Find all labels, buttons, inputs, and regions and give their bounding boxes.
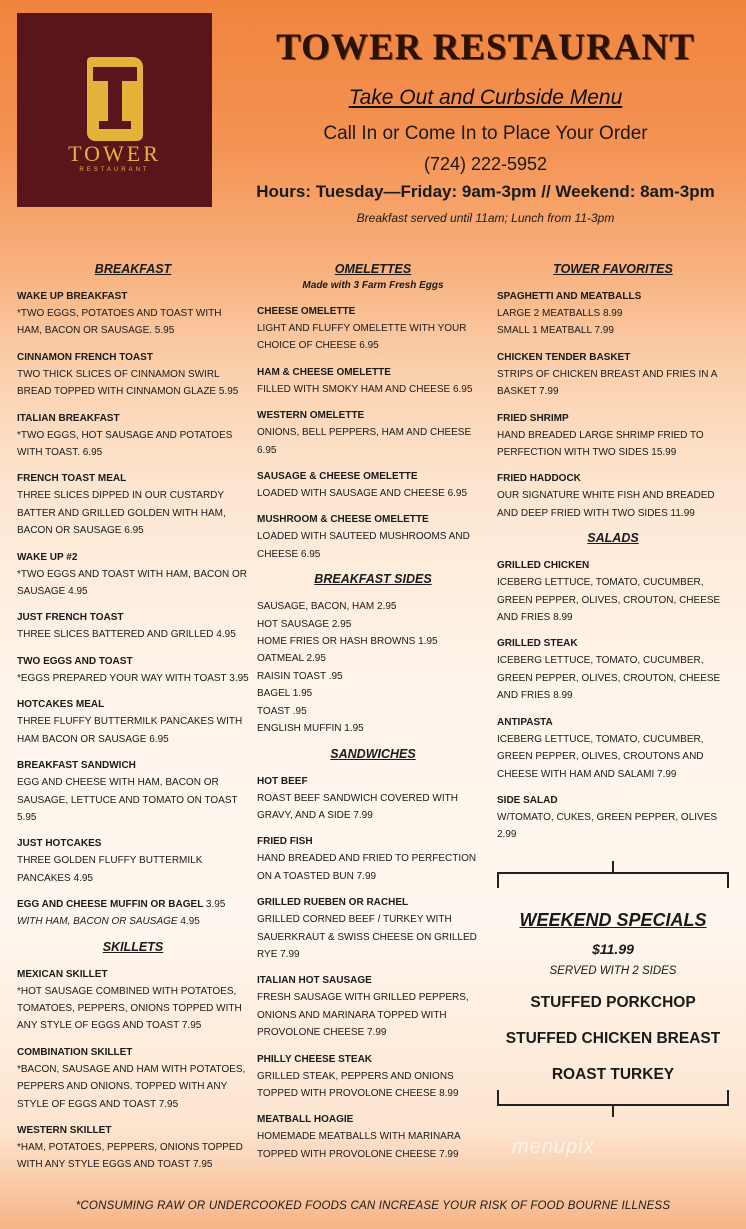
item-desc: HOMEMADE MEATBALLS WITH MARINARA TOPPED WITH PROVOLONE CHEESE 7.99 [257,1131,461,1160]
side-item: RAISIN TOAST .95 [257,670,343,682]
menu-item [257,1051,489,1103]
item-desc: *EGGS PREPARED YOUR WAY WITH TOAST 3.95 [17,672,249,684]
menu-item [17,288,249,340]
menu-item [497,792,729,844]
item-name: GRILLED STEAK [497,638,578,650]
health-warning: *CONSUMING RAW OR UNDERCOOKED FOODS CAN INCREASE YOUR RISK OF FOOD BOURNE ILLNESS [75,1200,671,1212]
side-item: TOAST .95 [257,705,307,717]
restaurant-logo [17,13,212,207]
item-name: SIDE SALAD [497,794,558,806]
item-name: CINNAMON FRENCH TOAST [17,351,153,363]
menu-item [17,696,249,748]
item-name: MUSHROOM & CHEESE OMELETTE [257,514,429,526]
omelettes-subtitle: Made with 3 Farm Fresh Eggs [302,280,444,291]
item-desc: *TWO EGGS, HOT SAUSAGE AND POTATOES WITH TOAST. 6.95 [17,429,233,459]
menu-item [257,511,489,563]
call-in-text: Call In or Come In to Place Your Order [323,123,648,144]
menu-type: Take Out and Curbside Menu [348,86,623,109]
menu-item [257,1111,489,1163]
menu-item [497,410,729,462]
item-name: SAUSAGE & CHEESE OMELETTE [257,471,418,483]
item-desc: LARGE 2 MEATBALLS 8.99 [497,308,623,319]
item-desc: *HOT SAUSAGE COMBINED WITH POTATOES, TOMATOES, PEPPERS, ONIONS TOPPED WITH ANY STYLE OF EGGS AND TOAST 7.95 [17,985,242,1032]
item-name: TWO EGGS AND TOAST [17,655,133,667]
menu-item [257,407,489,459]
item-name: HOT BEEF [257,775,308,787]
menu-item [17,470,249,539]
menu-item [17,653,249,687]
side-item: HOME FRIES OR HASH BROWNS 1.95 [257,636,438,648]
item-name: MEXICAN SKILLET [17,968,108,980]
muffin-extra-price: 4.95 [180,916,200,928]
item-name: GRILLED CHICKEN [497,560,590,572]
section-title-omelettes: OMELETTES [334,262,412,276]
item-desc: ICEBERG LETTUCE, TOMATO, CUCUMBER, GREEN PEPPER, OLIVES, CROUTON, CHEESE AND FRIES 8.99 [497,655,721,702]
item-name: FRIED HADDOCK [497,473,581,485]
item-desc: *TWO EGGS, POTATOES AND TOAST WITH HAM, BACON OR SAUSAGE. 5.95 [17,308,222,337]
item-desc: LIGHT AND FLUFFY OMELETTE WITH YOUR CHOICE OF CHEESE 6.95 [257,323,467,352]
tower-t-icon [87,57,143,141]
side-item: HOT SAUSAGE 2.95 [257,618,352,630]
item-name: CHICKEN TENDER BASKET [497,351,631,363]
item-desc: FILLED WITH SMOKY HAM AND CHEESE 6.95 [257,383,473,395]
menu-item [497,557,729,626]
menu-item [497,349,729,401]
item-desc: ICEBERG LETTUCE, TOMATO, CUCUMBER, GREEN PEPPER, OLIVES, CROUTONS AND CHEESE WITH HAM AND SALAMI 7.99 [497,733,704,780]
item-desc: GRILLED CORNED BEEF / TURKEY WITH SAUERKRAUT & SWISS CHEESE ON GRILLED RYE 7.99 [257,914,477,960]
item-name: HAM & CHEESE OMELETTE [257,366,391,378]
item-desc: STRIPS OF CHICKEN BREAST AND FRIES IN A BASKET 7.99 [497,368,717,398]
item-desc: THREE SLICES BATTERED AND GRILLED 4.95 [17,629,236,641]
restaurant-title: TOWER RESTAURANT [276,27,695,68]
side-item: OATMEAL 2.95 [257,653,326,665]
section-title-breakfast-sides: BREAKFAST SIDES [314,572,432,587]
item-name: WESTERN OMELETTE [257,410,365,422]
item-name: PHILLY CHEESE STEAK [257,1053,373,1065]
muffin-price: 3.95 [205,899,226,911]
item-desc: *BACON, SAUSAGE AND HAM WITH POTATOES, PEPPERS AND ONIONS. TOPPED WITH ANY STYLE OF EGGS AND TOAST 7.95 [17,1063,246,1110]
item-desc: OUR SIGNATURE WHITE FISH AND BREADED AND DEEP FRIED WITH TWO SIDES 11.99 [497,490,715,519]
item-desc: GRILLED STEAK, PEPPERS AND ONIONS TOPPED WITH PROVOLONE CHEESE 8.99 [257,1070,459,1099]
menu-item [17,1044,249,1113]
weekend-specials-title: WEEKEND SPECIALS [519,910,707,930]
item-name: FRIED FISH [257,836,313,848]
item-name: WESTERN SKILLET [17,1124,112,1136]
item-name [17,896,249,913]
item-desc [17,913,249,930]
muffin-extra: WITH HAM, BACON OR SAUSAGE [17,916,178,928]
menu-item [17,410,249,462]
menu-item [17,757,249,826]
item-name: FRIED SHRIMP [497,412,569,424]
item-name: BREAKFAST SANDWICH [17,760,136,772]
item-desc: FRESH SAUSAGE WITH GRILLED PEPPERS, ONIONS AND MARINARA TOPPED WITH PROVOLONE CHEESE 7.99 [257,992,469,1039]
section-title-sandwiches: SANDWICHES [330,746,416,761]
item-name: FRENCH TOAST MEAL [17,473,127,485]
menu-item [257,468,489,502]
menu-item [17,609,249,643]
item-name: HOTCAKES MEAL [17,699,105,711]
menu-item [257,303,489,355]
phone-number: (724) 222-5952 [423,154,548,174]
sides-list [257,598,489,737]
item-name: JUST HOTCAKES [17,838,102,850]
column-left [17,256,249,1183]
item-desc: HAND BREADED AND FRIED TO PERFECTION ON A TOASTED BUN 7.99 [257,853,477,882]
side-item: ENGLISH MUFFIN 1.95 [257,723,364,735]
menu-item-muffin [17,896,249,930]
weekend-item: STUFFED CHICKEN BREAST [505,1030,721,1047]
item-desc: W/TOMATO, CUKES, GREEN PEPPER, OLIVES 2.99 [497,811,718,841]
item-name: WAKE UP #2 [17,551,78,563]
item-desc: *HAM, POTATOES, PEPPERS, ONIONS TOPPED WITH ANY STYLE EGGS AND TOAST 7.95 [17,1141,243,1171]
item-name: GRILLED RUEBEN OR RACHEL [257,897,409,909]
weekend-item: ROAST TURKEY [551,1066,675,1083]
menu-item [497,714,729,783]
item-desc: HAND BREADED LARGE SHRIMP FRIED TO PERFECTION WITH TWO SIDES 15.99 [497,429,704,459]
item-name: WAKE UP BREAKFAST [17,291,128,302]
section-title-tower-favorites: TOWER FAVORITES [553,262,673,276]
item-desc: THREE SLICES DIPPED IN OUR CUSTARDY BATTER AND GRILLED GOLDEN WITH HAM, BACON OR SAUSAGE 6.95 [17,490,226,537]
weekend-served: SERVED WITH 2 SIDES [549,965,677,977]
item-name: MEATBALL HOAGIE [257,1114,354,1126]
hours: Hours: Tuesday—Friday: 9am-3pm // Weekend: 8am-3pm [256,182,715,201]
item-name: ITALIAN BREAKFAST [17,412,120,424]
column-middle [257,256,489,1172]
menu-item [257,773,489,825]
menu-item [497,288,729,340]
menu-item [257,972,489,1041]
item-desc: TWO THICK SLICES OF CINNAMON SWIRL BREAD TOPPED WITH CINNAMON GLAZE 5.95 [17,368,239,398]
watermark: menupix [512,1136,595,1158]
logo-name: TOWER [68,141,161,166]
menu-item [17,966,249,1035]
column-right [497,256,729,853]
item-name: CHEESE OMELETTE [257,306,356,317]
item-desc: THREE GOLDEN FLUFFY BUTTERMILK PANCAKES 4.95 [17,855,203,884]
item-name: ITALIAN HOT SAUSAGE [257,975,372,987]
item-name: COMBINATION SKILLET [17,1046,133,1058]
specials-bracket-top [497,872,729,888]
menu-item [17,1122,249,1174]
item-desc: ONIONS, BELL PEPPERS, HAM AND CHEESE 6.95 [257,427,472,456]
specials-bracket-bottom [497,1090,729,1106]
menu-item [17,835,249,887]
weekend-price: $11.99 [592,941,634,957]
item-desc: THREE FLUFFY BUTTERMILK PANCAKES WITH HAM BACON OR SAUSAGE 6.95 [17,716,243,745]
item-desc-2: SMALL 1 MEATBALL 7.99 [497,325,614,337]
side-item: BAGEL 1.95 [257,688,313,700]
menu-item [257,894,489,963]
menu-item [257,833,489,885]
item-desc: ROAST BEEF SANDWICH COVERED WITH GRAVY, AND A SIDE 7.99 [257,792,458,821]
section-title-breakfast: BREAKFAST [94,262,172,276]
item-desc: EGG AND CHEESE WITH HAM, BACON OR SAUSAGE, LETTUCE AND TOMATO ON TOAST 5.95 [17,777,238,823]
muffin-name: EGG AND CHEESE MUFFIN OR BAGEL [17,899,204,911]
item-desc: *TWO EGGS AND TOAST WITH HAM, BACON OR SAUSAGE 4.95 [17,568,248,598]
logo-subtitle: RESTAURANT [79,167,150,173]
menu-item [497,470,729,522]
item-name: SPAGHETTI AND MEATBALLS [497,291,642,302]
menu-item [17,549,249,601]
item-name: JUST FRENCH TOAST [17,612,124,624]
weekend-item: STUFFED PORKCHOP [530,994,696,1011]
section-title-salads: SALADS [587,531,639,546]
menu-item [497,635,729,704]
menu-item [17,349,249,401]
side-item: SAUSAGE, BACON, HAM 2.95 [257,601,397,613]
section-title-skillets: SKILLETS [102,939,164,954]
menu-item [257,364,489,398]
item-desc: ICEBERG LETTUCE, TOMATO, CUCUMBER, GREEN PEPPER, OLIVES, CROUTON, CHEESE AND FRIES 8.99 [497,577,721,624]
item-name: ANTIPASTA [497,716,553,728]
item-desc: LOADED WITH SAUSAGE AND CHEESE 6.95 [257,488,468,500]
breakfast-note: Breakfast served until 11am; Lunch from 11-3pm [356,211,615,225]
item-desc: LOADED WITH SAUTEED MUSHROOMS AND CHEESE 6.95 [257,531,470,560]
